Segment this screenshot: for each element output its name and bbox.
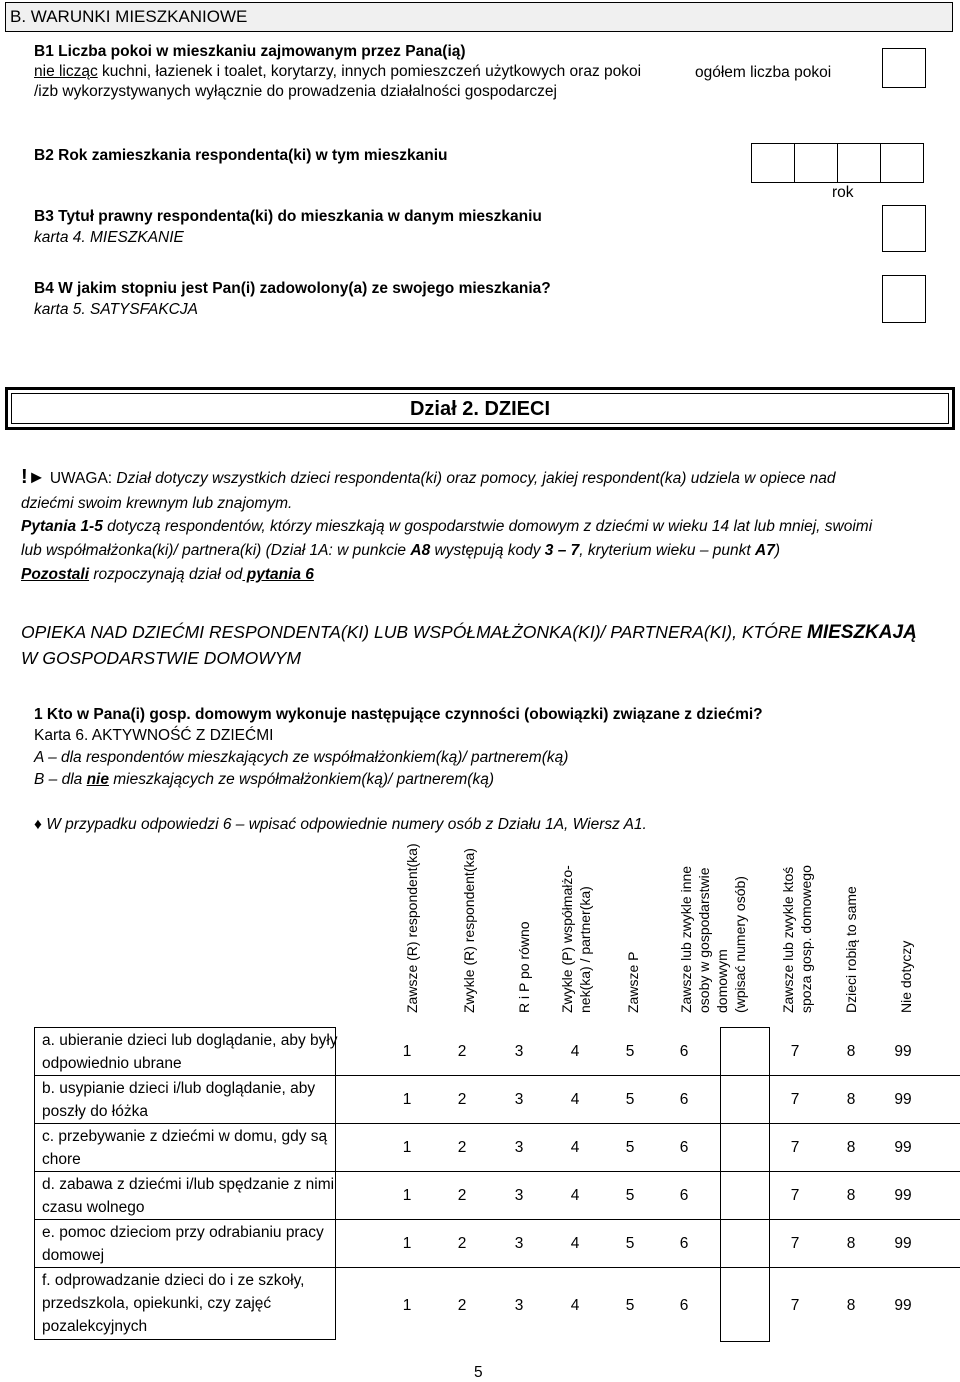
opieka-heading-line2: W GOSPODARSTWIE DOMOWYM xyxy=(21,648,301,669)
b2-year-digit-box[interactable] xyxy=(837,143,881,183)
warning-icon: ! xyxy=(21,466,28,488)
answer-code-6[interactable]: 6 xyxy=(669,1235,699,1253)
answer-code-7[interactable]: 7 xyxy=(780,1187,810,1205)
pytania-text2d: ) xyxy=(775,542,780,559)
col-header-8: Dzieci robią to same xyxy=(842,850,860,1013)
answer-code-99[interactable]: 99 xyxy=(888,1043,918,1061)
answer-code-8[interactable]: 8 xyxy=(836,1187,866,1205)
answer-code-6[interactable]: 6 xyxy=(669,1043,699,1061)
warning-text2: dziećmi swoim krewnym lub znajomym. xyxy=(21,495,292,513)
col-header-1: Zawsze (R) respondent(ka) xyxy=(403,850,421,1013)
arrow-icon: ► xyxy=(28,467,46,487)
pytania-range: Pytania 1-5 xyxy=(21,518,103,535)
col-header-3: R i P po równo xyxy=(515,850,533,1013)
answer-code-2[interactable]: 2 xyxy=(447,1297,477,1315)
warning-label: UWAGA: xyxy=(50,470,112,487)
b1-not-counting: nie licząc xyxy=(34,63,98,80)
answer-code-5[interactable]: 5 xyxy=(615,1091,645,1109)
b2-answer-label: rok xyxy=(832,184,854,202)
answer-code-3[interactable]: 3 xyxy=(504,1043,534,1061)
pytania-6-link: pytania 6 xyxy=(242,566,314,583)
answer-code-1[interactable]: 1 xyxy=(392,1297,422,1315)
answer-code-3[interactable]: 3 xyxy=(504,1235,534,1253)
b3-card: karta 4. MIESZKANIE xyxy=(34,229,184,247)
answer-code-7[interactable]: 7 xyxy=(780,1139,810,1157)
answer-code-6[interactable]: 6 xyxy=(669,1187,699,1205)
b1-line2-rest: kuchni, łazienek i toalet, korytarzy, innych pomieszczeń użytkowych oraz pokoi xyxy=(98,63,641,80)
opieka-text1: OPIEKA NAD DZIEĆMI RESPONDENTA(KI) LUB WSPÓŁMAŁŻONKA(KI)/ PARTNERA(KI), KTÓRE xyxy=(21,622,807,642)
answer-code-6[interactable]: 6 xyxy=(669,1139,699,1157)
note-line xyxy=(34,816,647,834)
answer-code-5[interactable]: 5 xyxy=(615,1139,645,1157)
b1-description-line2 xyxy=(34,63,641,81)
answer-code-1[interactable]: 1 xyxy=(392,1235,422,1253)
row-label-a: a. ubieranie dzieci lub doglądanie, aby były odpowiednio ubrane xyxy=(42,1029,372,1075)
answer-code-4[interactable]: 4 xyxy=(560,1297,590,1315)
answer-code-99[interactable]: 99 xyxy=(888,1297,918,1315)
answer-code-8[interactable]: 8 xyxy=(836,1043,866,1061)
b2-year-digit-box[interactable] xyxy=(880,143,924,183)
answer-code-3[interactable]: 3 xyxy=(504,1091,534,1109)
b1-title: B1 Liczba pokoi w mieszkaniu zajmowanym przez Pana(ią) xyxy=(34,43,466,61)
answer-code-7[interactable]: 7 xyxy=(780,1091,810,1109)
answer-code-5[interactable]: 5 xyxy=(615,1187,645,1205)
answer-code-99[interactable]: 99 xyxy=(888,1235,918,1253)
answer-code-4[interactable]: 4 xyxy=(560,1043,590,1061)
answer-code-3[interactable]: 3 xyxy=(504,1297,534,1315)
b3-answer-box[interactable] xyxy=(882,205,926,252)
question-1: 1 Kto w Pana(i) gosp. domowym wykonuje następujące czynności (obowiązki) związane z dziećmi? xyxy=(34,706,763,724)
answer-code-1[interactable]: 1 xyxy=(392,1091,422,1109)
row-label-d: d. zabawa z dziećmi i/lub spędzanie z nimi czasu wolnego xyxy=(42,1173,372,1219)
b4-answer-box[interactable] xyxy=(882,275,926,323)
col-header-2: Zwykle (R) respondent(ka) xyxy=(460,850,478,1013)
pytania-text1: dotyczą respondentów, którzy mieszkają w gospodarstwie domowym z dziećmi w wieku 14 lat lub mniej, swoimi xyxy=(103,518,872,535)
answer-code-7[interactable]: 7 xyxy=(780,1043,810,1061)
answer-code-2[interactable]: 2 xyxy=(447,1235,477,1253)
pytania-line1 xyxy=(21,518,872,536)
b2-year-digit-box[interactable] xyxy=(794,143,838,183)
pozostali: Pozostali xyxy=(21,566,89,583)
section-b-title: B. WARUNKI MIESZKANIOWE xyxy=(10,7,247,27)
option-b-text1: B – dla xyxy=(34,771,87,788)
pytania-text2c: , kryterium wieku – punkt xyxy=(579,542,755,559)
answer-code-7[interactable]: 7 xyxy=(780,1297,810,1315)
answer-code-2[interactable]: 2 xyxy=(447,1139,477,1157)
opieka-heading-line1 xyxy=(21,622,917,644)
pytania-a7: A7 xyxy=(755,542,775,559)
pytania-line3 xyxy=(21,566,314,584)
col-header-4: Zwykle (P) współmałżo- nek(ka) / partner(ka) xyxy=(558,850,594,1013)
answer-code-2[interactable]: 2 xyxy=(447,1091,477,1109)
warning-line1 xyxy=(21,466,836,489)
b2-year-boxes[interactable] xyxy=(752,143,924,181)
answer-code-99[interactable]: 99 xyxy=(888,1091,918,1109)
answer-code-8[interactable]: 8 xyxy=(836,1235,866,1253)
answer-code-8[interactable]: 8 xyxy=(836,1091,866,1109)
answer-code-2[interactable]: 2 xyxy=(447,1043,477,1061)
pytania-a8: A8 xyxy=(410,542,430,559)
answer-code-4[interactable]: 4 xyxy=(560,1139,590,1157)
row-label-b: b. usypianie dzieci i/lub doglądanie, aby poszły do łóżka xyxy=(42,1077,372,1123)
answer-code-2[interactable]: 2 xyxy=(447,1187,477,1205)
answer-code-3[interactable]: 3 xyxy=(504,1139,534,1157)
b1-answer-label: ogółem liczba pokoi xyxy=(695,64,831,82)
b1-rooms-answer-box[interactable] xyxy=(882,48,926,88)
answer-code-5[interactable]: 5 xyxy=(615,1043,645,1061)
karta-6: Karta 6. AKTYWNOŚĆ Z DZIEĆMI xyxy=(34,727,273,745)
answer-code-5[interactable]: 5 xyxy=(615,1297,645,1315)
option-b-nie: nie xyxy=(87,771,109,788)
answer-code-3[interactable]: 3 xyxy=(504,1187,534,1205)
row-label-c: c. przebywanie z dziećmi w domu, gdy są chore xyxy=(42,1125,372,1171)
col-header-7: Zawsze lub zwykle ktoś spoza gosp. domowego xyxy=(779,850,815,1013)
option-a: A – dla respondentów mieszkających ze współmałżonkiem(ką)/ partnerem(ką) xyxy=(34,749,568,767)
person-numbers-column[interactable] xyxy=(720,1027,770,1342)
dzial2-header xyxy=(5,387,955,430)
b2-year-digit-box[interactable] xyxy=(751,143,795,183)
answer-code-99[interactable]: 99 xyxy=(888,1187,918,1205)
section-b-header xyxy=(5,2,953,32)
answer-code-4[interactable]: 4 xyxy=(560,1091,590,1109)
b3-title: B3 Tytuł prawny respondenta(ki) do mieszkania w danym mieszkaniu xyxy=(34,208,542,226)
answer-code-4[interactable]: 4 xyxy=(560,1187,590,1205)
b4-title: B4 W jakim stopniu jest Pan(i) zadowolony(a) ze swojego mieszkania? xyxy=(34,280,551,298)
b2-title: B2 Rok zamieszkania respondenta(ki) w tym mieszkaniu xyxy=(34,147,447,165)
b4-card: karta 5. SATYSFAKCJA xyxy=(34,301,198,319)
col-header-5: Zawsze P xyxy=(624,850,642,1013)
answer-code-1[interactable]: 1 xyxy=(392,1043,422,1061)
page-number: 5 xyxy=(474,1364,483,1382)
pytania-codes: 3 – 7 xyxy=(545,542,579,559)
row-label-f: f. odprowadzanie dzieci do i ze szkoły, przedszkola, opiekunki, czy zajęć pozalekcyjnych xyxy=(42,1269,372,1338)
row-label-e: e. pomoc dzieciom przy odrabianiu pracy domowej xyxy=(42,1221,372,1267)
note-text: W przypadku odpowiedzi 6 – wpisać odpowiednie numery osób z Działu 1A, Wiersz A1. xyxy=(42,816,647,833)
pytania-text2a: lub współmałżonka(ki)/ partnera(ki) (Dział 1A: w punkcie xyxy=(21,542,410,559)
option-b-text2: mieszkających ze współmałżonkiem(ką)/ partnerem(ką) xyxy=(109,771,494,788)
answer-code-7[interactable]: 7 xyxy=(780,1235,810,1253)
option-b xyxy=(34,771,494,789)
dzial2-title: Dział 2. DZIECI xyxy=(8,398,952,421)
answer-code-6[interactable]: 6 xyxy=(669,1297,699,1315)
answer-code-1[interactable]: 1 xyxy=(392,1187,422,1205)
answer-code-6[interactable]: 6 xyxy=(669,1091,699,1109)
pytania-text2b: występują kody xyxy=(430,542,545,559)
pytania-line2 xyxy=(21,542,780,560)
diamond-icon: ♦ xyxy=(34,816,42,833)
answer-code-99[interactable]: 99 xyxy=(888,1139,918,1157)
opieka-mieszkaja: MIESZKAJĄ xyxy=(807,622,917,643)
answer-code-8[interactable]: 8 xyxy=(836,1139,866,1157)
col-header-6: Zawsze lub zwykle inne osoby w gospodarstwie domowym (wpisać numery osób) xyxy=(677,850,749,1013)
pytania-text3: rozpoczynają dział od xyxy=(89,566,242,583)
answer-code-1[interactable]: 1 xyxy=(392,1139,422,1157)
warning-text1: Dział dotyczy wszystkich dzieci respondenta(ki) oraz pomocy, jakiej respondent(ka) udziela w opiece nad xyxy=(112,470,835,487)
answer-code-8[interactable]: 8 xyxy=(836,1297,866,1315)
answer-code-4[interactable]: 4 xyxy=(560,1235,590,1253)
col-header-9: Nie dotyczy xyxy=(897,850,915,1013)
b1-description-line3: /izb wykorzystywanych wyłącznie do prowadzenia działalności gospodarczej xyxy=(34,83,557,101)
answer-code-5[interactable]: 5 xyxy=(615,1235,645,1253)
